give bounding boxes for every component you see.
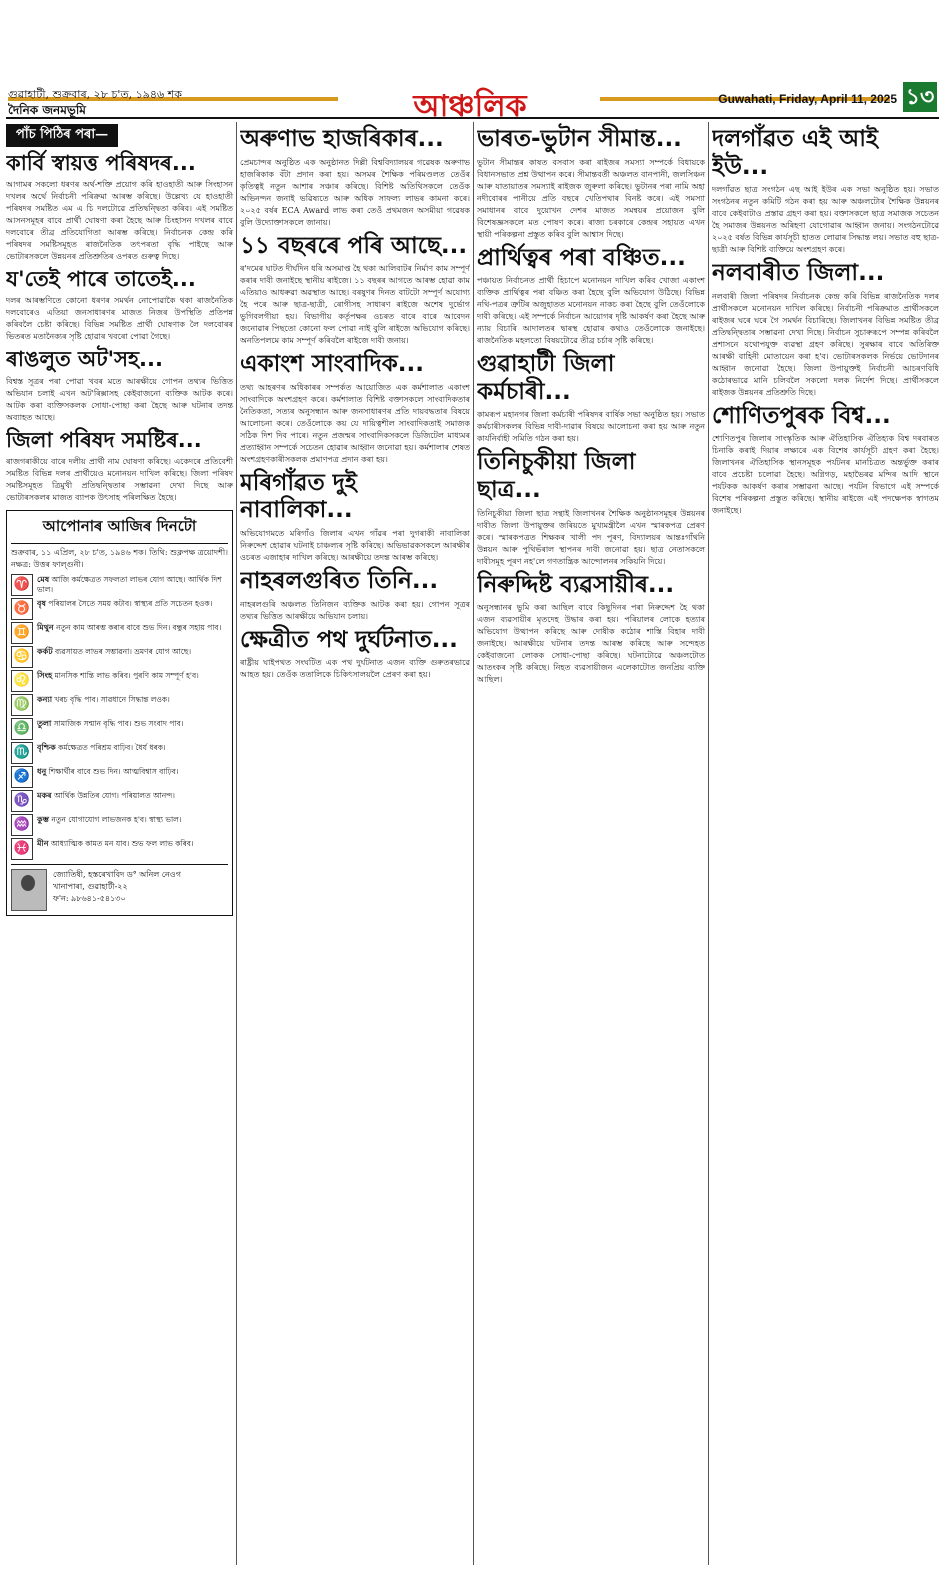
column-divider <box>708 122 709 1565</box>
zodiac-text: শিক্ষাৰ্থীৰ বাবে শুভ দিন। আত্মবিশ্বাস বাঢ়িব। <box>48 766 179 776</box>
astrologer-name: জ্যোতিষী, হস্তৰেখাবিদ ড° অনিল নেওগ <box>53 869 181 879</box>
zodiac-item <box>11 670 228 692</box>
astrologer-phone: ফ'ন: ৯৮৬৪১-৫৪১৩০ <box>53 893 126 903</box>
article-headline: দলগাঁৱত এই আই ইউ... <box>712 126 878 180</box>
article-body: বিশ্বস্ত সূত্ৰৰ পৰা পোৱা খবৰ মতে আৰক্ষীয়ে গোপন তথ্যৰ ভিত্তিত অভিযান চলাই এখন অট'ৰিক্সাসহ কেইবাজনো ব্যক্তিক আটক কৰে। আটক কৰা ব্যক্তিসকলক সোধা-পোছা কৰা হৈছে আৰু ঘটনাৰ তদন্ত অব্যাহত আছে। <box>6 376 233 422</box>
article-headline: মৰিগাঁৱত দুই নাবালিকা... <box>240 469 357 524</box>
section-title: আঞ্চলিক <box>413 89 527 124</box>
page-number: ১৩ <box>903 82 937 112</box>
zodiac-item <box>11 694 228 716</box>
zodiac-item <box>11 622 228 644</box>
zodiac-text: পৰিয়ালৰ সৈতে সময় কটাব। স্বাস্থ্যৰ প্ৰতি সচেতন হওক। <box>48 598 213 608</box>
article-body: ৰ'দমেৰ ঘাটত দীৰ্ঘদিন ধৰি অসমাপ্ত হৈ থকা আলিবাটৰ নিৰ্মাণ কাম সম্পূৰ্ণ কৰাৰ দাবী জনাইছে স্থানীয় ৰাইজে। ১১ বছৰৰ আগতে আৰম্ভ হোৱা কাম এতিয়াও আধৰুৱা অৱস্থাত আছে। বৰষুণৰ দিনত বাটটো সম্পূৰ্ণ অযোগ্য হৈ পৰে আৰু ছাত্ৰ-ছাত্ৰী, ৰোগীসহ সাধাৰণ ৰাইজে অশেষ দুৰ্ভোগ ভুগিবলগীয়া হয়। বিভাগীয় কৰ্তৃপক্ষৰ ওচৰত বাৰে বাৰে আবেদন জনোৱাৰ পিছতো কোনো ফল পোৱা নাই বুলি ৰাইজে অভিযোগ কৰিছে। অনতিপলমে কাম সম্পূৰ্ণ কৰিবলৈ ৰাইজে দাবী জনায়। <box>240 264 470 346</box>
article-body: অনুসন্ধানৰ ভুমি কৰা আছিল বাবে কিছুদিনৰ পৰা নিৰুদ্দেশ হৈ থকা এজন ব্যৱসায়ীৰ মৃতদেহ উদ্ধাৰ কৰা হয়। পৰিয়ালৰ লোকে হত্যাৰ অভিযোগ উত্থাপন কৰিছে আৰু দোষীক কঠোৰ শাস্তি বিহাৰ দাবী জনাইছে। আৰক্ষীয়ে ঘটনাৰ তদন্ত আৰম্ভ কৰিছে আৰু সন্দেহত কেইবাজনো লোকক সোধা-পোছা কৰিছে। ঘটনাটোৱে অঞ্চলটোত আতংকৰ সৃষ্টি কৰিছে। নিহত ব্যৱসায়ীজন এলেকাটোত জনপ্ৰিয় ব্যক্তি আছিল। <box>477 603 705 685</box>
zodiac-text: নতুন কাম আৰম্ভ কৰাৰ বাবে শুভ দিন। বন্ধুৰ সহায় পাব। <box>56 622 222 632</box>
zodiac-text: খৰচ বৃদ্ধি পাব। সাৱধানে সিদ্ধান্ত লওক। <box>54 694 170 704</box>
zodiac-sign-icon: ♏ <box>11 742 33 764</box>
zodiac-name: সিংহ <box>37 669 53 680</box>
zodiac-list <box>11 574 228 860</box>
zodiac-text: নতুন যোগাযোগ লাভজনক হ'ব। স্বাস্থ্য ভাল। <box>51 814 182 824</box>
article-headline: শোণিতপুৰক বিশ্ব... <box>712 402 891 429</box>
masthead-divider <box>6 117 939 119</box>
zodiac-sign-icon: ♋ <box>11 646 33 668</box>
zodiac-item <box>11 766 228 788</box>
zodiac-text: সামাজিক সন্মান বৃদ্ধি পাব। শুভ সংবাদ পাব। <box>53 718 184 728</box>
horoscope-intro: শুক্ৰবাৰ, ১১ এপ্ৰিল, ২৮ চ'ত, ১৯৪৬ শক। তিথি: শুক্লপক্ষ ত্ৰয়োদশী। নক্ষত্ৰ: উত্তৰ ফাল্গুনী। <box>11 547 228 569</box>
article-headline: অৰুণাভ হাজৰিকাৰ... <box>240 126 444 152</box>
article-body: নাহৰলগুৰি অঞ্চলত তিনিজন ব্যক্তিক আটক কৰা হয়। গোপন সূত্ৰৰ তথ্যৰ ভিত্তিত আৰক্ষীয়ে অভিযান চলায়। <box>240 599 470 621</box>
column-divider <box>473 122 474 1565</box>
article-body: তথ্য আহৰণৰ অধিকাৰৰ সম্পৰ্কত আয়োজিত এক কৰ্মশালাত একাংশ সাংবাদিকে অংশগ্ৰহণ কৰে। কৰ্মশালাত বিশিষ্ট বক্তাসকলে সাংবাদিকতাৰ নৈতিকতা, সত্যৰ অনুসন্ধান আৰু জনসাধাৰণৰ প্ৰতি দায়বদ্ধতাৰ বিষয়ে আলোচনা কৰে। তেওঁলোকে কয় যে দায়িত্বশীল সাংবাদিকতাই সমাজক সঠিক দিশ দিব পাৰে। নতুন প্ৰজন্মৰ সাংবাদিকসকলে ডিজিটেল মাধ্যমৰ প্ৰত্যাহ্বান সম্পৰ্কে সচেতন হোৱাৰ আহ্বান জনোৱা হয়। কৰ্মশালাৰ শেষত অংশগ্ৰহণকাৰীসকলক প্ৰমাণপত্ৰ প্ৰদান কৰা হয়। <box>240 382 470 464</box>
column-1 <box>6 122 233 1565</box>
masthead-date-assamese: গুৱাহাটী, শুক্ৰবাৰ, ২৮ চ'ত, ১৯৪৬ শক <box>8 88 182 101</box>
masthead-date-english: Guwahati, Friday, April 11, 2025 <box>718 92 897 106</box>
zodiac-name: মিথুন <box>37 621 54 632</box>
article-body: আগামৰ সকলো ধৰণৰ অৰ্থ-শক্তি প্ৰয়োগ কৰি হাওহাতী আৰু সিংহাসন দখলৰ অৰ্থে নিৰ্বাচনী পৰিক্ৰমা আৰম্ভ কৰিছে। উল্লেখ্য যে হাওহাতী পৰিষদৰ সমষ্টিত এম এ চি দলটোৱে প্ৰতিদ্বন্দ্বিতা কৰিব। এই সমষ্টিত আসনসমূহৰ বাবে প্ৰাৰ্থী ঘোষণা কৰা হৈছে আৰু চিংহাসন দখলৰ বাবে দলবোৰে তীব্ৰ প্ৰতিযোগিতা আৰম্ভ কৰিছে। নিৰ্বাচনক কেন্দ্ৰ কৰি পৰিষদৰ সমষ্টিসমূহত ৰাজনৈতিক তৎপৰতা বৃদ্ধি পাইছে আৰু ভোটাৰসকলে উন্নয়নৰ প্ৰতিশ্ৰুতিৰ ওপৰত গুৰুত্ব দিছে। <box>6 180 233 262</box>
article-headline: য'তেই পাৰে তাতেই... <box>6 267 196 292</box>
article-body: দলৰ আৰম্ভণিতে কোনো ধৰণৰ সমৰ্থন নোপোৱাকৈ থকা ৰাজনৈতিক দলবোৰেও এতিয়া জনসাধাৰণৰ মাজত নিজৰ উপস্থিতি প্ৰতিপন্ন কৰিবলৈ চেষ্টা কৰিছে। বিভিন্ন সমষ্টিত প্ৰাৰ্থী ঘোষণাক লৈ দলবোৰৰ ভিতৰত মতানৈক্যৰ সৃষ্টি হোৱাৰ খবৰো পোৱা গৈছে। <box>6 296 233 342</box>
zodiac-name: কুম্ভ <box>37 813 49 824</box>
zodiac-item <box>11 598 228 620</box>
article-headline: ১১ বছৰৰে পৰি আছে... <box>240 232 468 259</box>
zodiac-name: মকৰ <box>37 789 52 800</box>
article-body: কামৰূপ মহানগৰ জিলা কৰ্মচাৰী পৰিষদৰ বাৰ্ষিক সভা অনুষ্ঠিত হয়। সভাত কৰ্মচাৰীসকলৰ বিভিন্ন দাবী-দাৱাৰ বিষয়ে আলোচনা কৰা হয় আৰু নতুন কাৰ্যনিৰ্বাহী সমিতি গঠন কৰা হয়। <box>477 410 705 444</box>
zodiac-text: কৰ্মক্ষেত্ৰত পৰিশ্ৰম বাঢ়িব। ধৈৰ্য ধৰক। <box>58 742 166 752</box>
article-body: অভিযোগমতে মৰিগাঁও জিলাৰ এখন গাঁৱৰ পৰা দুগৰাকী নাবালিকা নিৰুদ্দেশ হোৱাৰ ঘটনাই চাঞ্চল্যৰ সৃষ্টি কৰিছে। অভিভাৱকসকলে আৰক্ষীৰ ওচৰত এজাহাৰ দাখিল কৰিছে। আৰক্ষীয়ে তদন্ত আৰম্ভ কৰিছে। <box>240 528 470 562</box>
zodiac-item <box>11 838 228 860</box>
article-body: পঞ্চায়ত নিৰ্বাচনত প্ৰাৰ্থী হিচাপে মনোনয়ন দাখিল কৰিব খোজা একাংশ ব্যক্তিক প্ৰাৰ্থিত্বৰ পৰা বঞ্চিত কৰা হৈছে বুলি অভিযোগ উঠিছে। বিভিন্ন নথি-পত্ৰৰ ত্ৰুটিৰ অজুহাতত মনোনয়ন নাকচ কৰা হৈছে বুলি তেওঁলোকে দাবী কৰিছে। এই সম্পৰ্কে নিৰ্বাচন আয়োগৰ দৃষ্টি আকৰ্ষণ কৰা হৈছে আৰু ন্যায় বিচাৰি আদালতৰ দ্বাৰস্থ হোৱাৰ কথাও তেওঁলোকে জনাইছে। ৰাজনৈতিক মহলতো বিষয়টোৱে তীব্ৰ চৰ্চাৰ সৃষ্টি কৰিছে। <box>477 276 705 346</box>
article-headline: জিলা পৰিষদ সমষ্টিৰ... <box>6 427 202 452</box>
article-headline: ভাৰত-ভুটান সীমান্ত... <box>477 126 682 152</box>
article-headline: তিনিচুকীয়া জিলা ছাত্ৰ... <box>477 449 636 503</box>
article-body: শোণিতপুৰ জিলাৰ সাংস্কৃতিক আৰু ঐতিহাসিক ঐতিহ্যক বিশ্ব দৰবাৰত চিনাকি কৰাই দিয়াৰ লক্ষ্যৰে এক বিশেষ কাৰ্যসূচী গ্ৰহণ কৰা হৈছে। জিলাখনৰ ঐতিহাসিক স্থানসমূহক পৰ্যটনৰ মানচিত্ৰত অন্তৰ্ভুক্ত কৰাৰ বাবে প্ৰচেষ্টা চলোৱা হৈছে। অগ্নিগড়, মহাভৈৰৱ মন্দিৰ আদি স্থানে পৰ্যটকক আকৰ্ষণ কৰাৰ সম্ভাৱনা আছে। পৰ্যটন বিভাগে এই সম্পৰ্কে বিশেষ পৰিকল্পনা প্ৰস্তুত কৰিছে। স্থানীয় ৰাইজে এই পদক্ষেপক স্বাগতম জনাইছে। <box>712 434 939 516</box>
article-body: প্ৰেমচান্দৰ অনুষ্ঠিত এক অনুষ্ঠানত দিল্লী বিশ্ববিদ্যালয়ৰ গৱেষক অৰুণাভ হাজৰিকাক বঁটা প্ৰদান কৰা হয়। অসমৰ শৈক্ষিক পৰিমণ্ডলত তেওঁৰ কৃতিত্বই নতুন আশাৰ সঞ্চাৰ কৰিছে। বিশিষ্ট অতিথিসকলে তেওঁক অভিনন্দন জনাই ভৱিষ্যতে আৰু অধিক সাফল্য লাভৰ কামনা কৰে। ২০২৫ বৰ্ষৰ ECA Award লাভ কৰা তেওঁ প্ৰথমজন অসমীয়া গৱেষক বুলি উদ্যোক্তাসকলে জানায়। <box>240 157 470 227</box>
article-body: ভুটান সীমান্তৰ কাষত বসবাস কৰা ৰাইজৰ সমস্যা সম্পৰ্কে বিধায়কে বিধানসভাত প্ৰশ্ন উত্থাপন কৰে। সীমান্তবৰ্তী অঞ্চলত বানপানী, জলসিঞ্চন আৰু যাতায়াতৰ সমস্যাই ৰাইজক জুৰুলা কৰিছে। ভুটানৰ পৰা নামি অহা নদীবোৰৰ পানীয়ে প্ৰতি বছৰে খেতিপথাৰ বিনষ্ট কৰে। এই সমস্যা সমাধানৰ বাবে দুয়োখন দেশৰ মাজত সমন্বয়ৰ প্ৰয়োজন বুলি বিশেষজ্ঞসকলে মত পোষণ কৰে। ৰাজ্য চৰকাৰে কেন্দ্ৰৰ সহায়ত এখন স্থায়ী পৰিকল্পনা প্ৰস্তুত কৰিব বুলি আশ্বাস দিছে। <box>477 157 705 239</box>
article-body: তিনিচুকীয়া জিলা ছাত্ৰ সন্থাই জিলাখনৰ শৈক্ষিক অনুষ্ঠানসমূহৰ উন্নয়নৰ দাবীত জিলা উপায়ুক্তৰ জৰিয়তে মুখ্যমন্ত্ৰীলৈ এখন স্মাৰকপত্ৰ প্ৰেৰণ কৰে। স্মাৰকপত্ৰত শিক্ষকৰ খালী পদ পূৰণ, বিদ্যালয়ৰ আন্তঃগাঁথনি উন্নয়ন আৰু পুথিভঁৰাল স্থাপনৰ দাবী জনোৱা হয়। ছাত্ৰ নেতাসকলে দাবীসমূহ পূৰণ নহ'লে গণতান্ত্ৰিক আন্দোলনৰ সকিয়নি দিয়ে। <box>477 508 705 566</box>
zodiac-sign-icon: ♑ <box>11 790 33 812</box>
continuation-kicker: পাঁচ পিঠিৰ পৰা— <box>6 124 118 147</box>
astrologer-address: খানাপাৰা, গুৱাহাটী-২২ <box>53 881 128 891</box>
zodiac-name: ধনু <box>37 765 47 776</box>
zodiac-sign-icon: ♉ <box>11 598 33 620</box>
masthead <box>0 0 945 124</box>
section-logo <box>345 82 595 124</box>
astrologer-credit <box>11 864 228 911</box>
zodiac-sign-icon: ♐ <box>11 766 33 788</box>
zodiac-item <box>11 814 228 836</box>
zodiac-sign-icon: ♍ <box>11 694 33 716</box>
zodiac-text: আৰ্থিক উন্নতিৰ যোগ। পৰিয়ালত আনন্দ। <box>53 790 175 800</box>
article-headline: নাহৰলগুৰিত তিনি... <box>240 567 439 594</box>
zodiac-item <box>11 742 228 764</box>
zodiac-text: মানসিক শান্তি লাভ কৰিব। পুৰণি কাম সম্পূৰ্ণ হ'ব। <box>54 670 199 680</box>
zodiac-name: তুলা <box>37 717 52 728</box>
article-headline: নলবাৰীত জিলা... <box>712 260 885 287</box>
horoscope-box <box>6 510 233 916</box>
article-body: ৰাষ্ট্ৰীয় ঘাইপথত সংঘটিত এক পথ দুৰ্ঘটনাত এজন ব্যক্তি গুৰুতৰভাৱে আহত হয়। তেওঁক ততালিকে চিকিৎসালয়লৈ প্ৰেৰণ কৰা হয়। <box>240 658 470 680</box>
zodiac-name: মেষ <box>37 573 50 584</box>
article-headline: কাৰ্বি স্বায়ত্ত পৰিষদৰ... <box>6 151 196 175</box>
horoscope-title: আপোনাৰ আজিৰ দিনটো <box>11 515 228 544</box>
zodiac-sign-icon: ♌ <box>11 670 33 692</box>
column-2 <box>240 122 470 1565</box>
column-divider <box>236 122 237 1565</box>
article-headline: নিৰুদ্দিষ্ট ব্যৱসায়ীৰ... <box>477 571 675 598</box>
zodiac-sign-icon: ♈ <box>11 574 33 596</box>
zodiac-item <box>11 718 228 740</box>
zodiac-item <box>11 574 228 596</box>
masthead-paper-name: দৈনিক জনমভূমি <box>8 103 86 117</box>
column-4 <box>712 122 939 1565</box>
zodiac-sign-icon: ♓ <box>11 838 33 860</box>
zodiac-name: মীন <box>37 837 49 848</box>
zodiac-name: বৃষ <box>37 597 46 608</box>
zodiac-sign-icon: ♒ <box>11 814 33 836</box>
zodiac-text: ব্যৱসায়ত লাভৰ সম্ভাৱনা। ভ্ৰমণৰ যোগ আছে। <box>54 646 192 656</box>
zodiac-text: আজি কৰ্মক্ষেত্ৰত সফলতা লাভৰ যোগ আছে। আৰ্থিক দিশ ভাল। <box>37 574 222 595</box>
zodiac-sign-icon: ♊ <box>11 622 33 644</box>
zodiac-item <box>11 646 228 668</box>
article-body: ৰাজগৰাকীয়ে বাৰে দলীয় প্ৰাৰ্থী নাম ঘোষণা কৰিছে। একেদৰে প্ৰতিবেশী সমষ্টিত বিভিন্ন দলৰ প্ৰাৰ্থীয়েও মনোনয়ন দাখিল কৰিছে। জিলা পৰিষদ সমষ্টিসমূহত ত্ৰিমুখী প্ৰতিদ্বন্দ্বিতাৰ সম্ভাৱনা দেখা দিছে আৰু ভোটাৰসকলৰ মাজত ব্যাপক উৎসাহ পৰিলক্ষিত হৈছে। <box>6 456 233 502</box>
zodiac-text: আধ্যাত্মিক কামত মন যাব। শুভ ফল লাভ কৰিব। <box>50 838 194 848</box>
article-headline: ক্ষেত্ৰীত পথ দুৰ্ঘটনাত... <box>240 626 458 653</box>
article-headline: গুৱাহাটী জিলা কৰ্মচাৰী... <box>477 351 615 405</box>
article-headline: ৰাঙলুত অট'সহ... <box>6 347 163 372</box>
article-body: দলগাঁৱত ছাত্ৰ সংগঠন এছ আই ইউৰ এক সভা অনুষ্ঠিত হয়। সভাত সংগঠনৰ নতুন কমিটি গঠন কৰা হয় আৰু অঞ্চলটোৰ শৈক্ষিক উন্নয়নৰ বাবে কেইবাটাও প্ৰস্তাৱ গ্ৰহণ কৰা হয়। বক্তাসকলে ছাত্ৰ সমাজক সচেতন হৈ সমাজৰ উন্নয়নত অৰিহণা যোগোৱাৰ আহ্বান জনায়। সংগঠনটোৱে ২০২৫ বৰ্ষত বিভিন্ন কাৰ্যসূচী হাতত লোৱাৰ সিদ্ধান্ত লয়। সভাত বহু ছাত্ৰ-ছাত্ৰী আৰু বিশিষ্ট ব্যক্তিয়ে অংশগ্ৰহণ কৰে। <box>712 185 939 255</box>
column-3 <box>477 122 705 1565</box>
article-headline: প্ৰাৰ্থিত্বৰ পৰা বঞ্চিত... <box>477 244 686 271</box>
article-body: নলবাৰী জিলা পৰিষদৰ নিৰ্বাচনক কেন্দ্ৰ কৰি বিভিন্ন ৰাজনৈতিক দলৰ প্ৰাৰ্থীসকলে মনোনয়ন দাখিল কৰিছে। নিৰ্বাচনী পৰিক্ৰমাত প্ৰাৰ্থীসকলে ৰাইজৰ ঘৰে ঘৰে গৈ সমৰ্থন বিচাৰিছে। জিলাখনৰ বিভিন্ন সমষ্টিত তীব্ৰ প্ৰতিদ্বন্দ্বিতাৰ সম্ভাৱনা দেখা দিছে। নিৰ্বাচন সুচাৰুৰূপে সম্পন্ন কৰিবলৈ প্ৰশাসনে যথোপযুক্ত ব্যৱস্থা গ্ৰহণ কৰিছে। সুৰক্ষাৰ বাবে অতিৰিক্ত আৰক্ষী বাহিনী মোতায়েন কৰা হ'ব। ভোটাৰসকলক নিৰ্ভয়ে ভোটদানৰ আহ্বান জনোৱা হৈছে। জিলা উপায়ুক্তই নিৰ্বাচনী আচৰণবিধি কঠোৰভাৱে মানি চলিবলৈ সকলো দলক নিৰ্দেশ দিছে। প্ৰাৰ্থীসকলে ৰাইজক উন্নয়নৰ প্ৰতিশ্ৰুতি দিছে। <box>712 291 939 397</box>
article-headline: একাংশ সাংবাদিক... <box>240 351 424 378</box>
zodiac-sign-icon: ♎ <box>11 718 33 740</box>
zodiac-name: কন্যা <box>37 693 53 704</box>
zodiac-item <box>11 790 228 812</box>
zodiac-name: কৰ্কট <box>37 645 53 656</box>
zodiac-name: বৃশ্চিক <box>37 741 56 752</box>
astrologer-photo <box>11 869 47 911</box>
